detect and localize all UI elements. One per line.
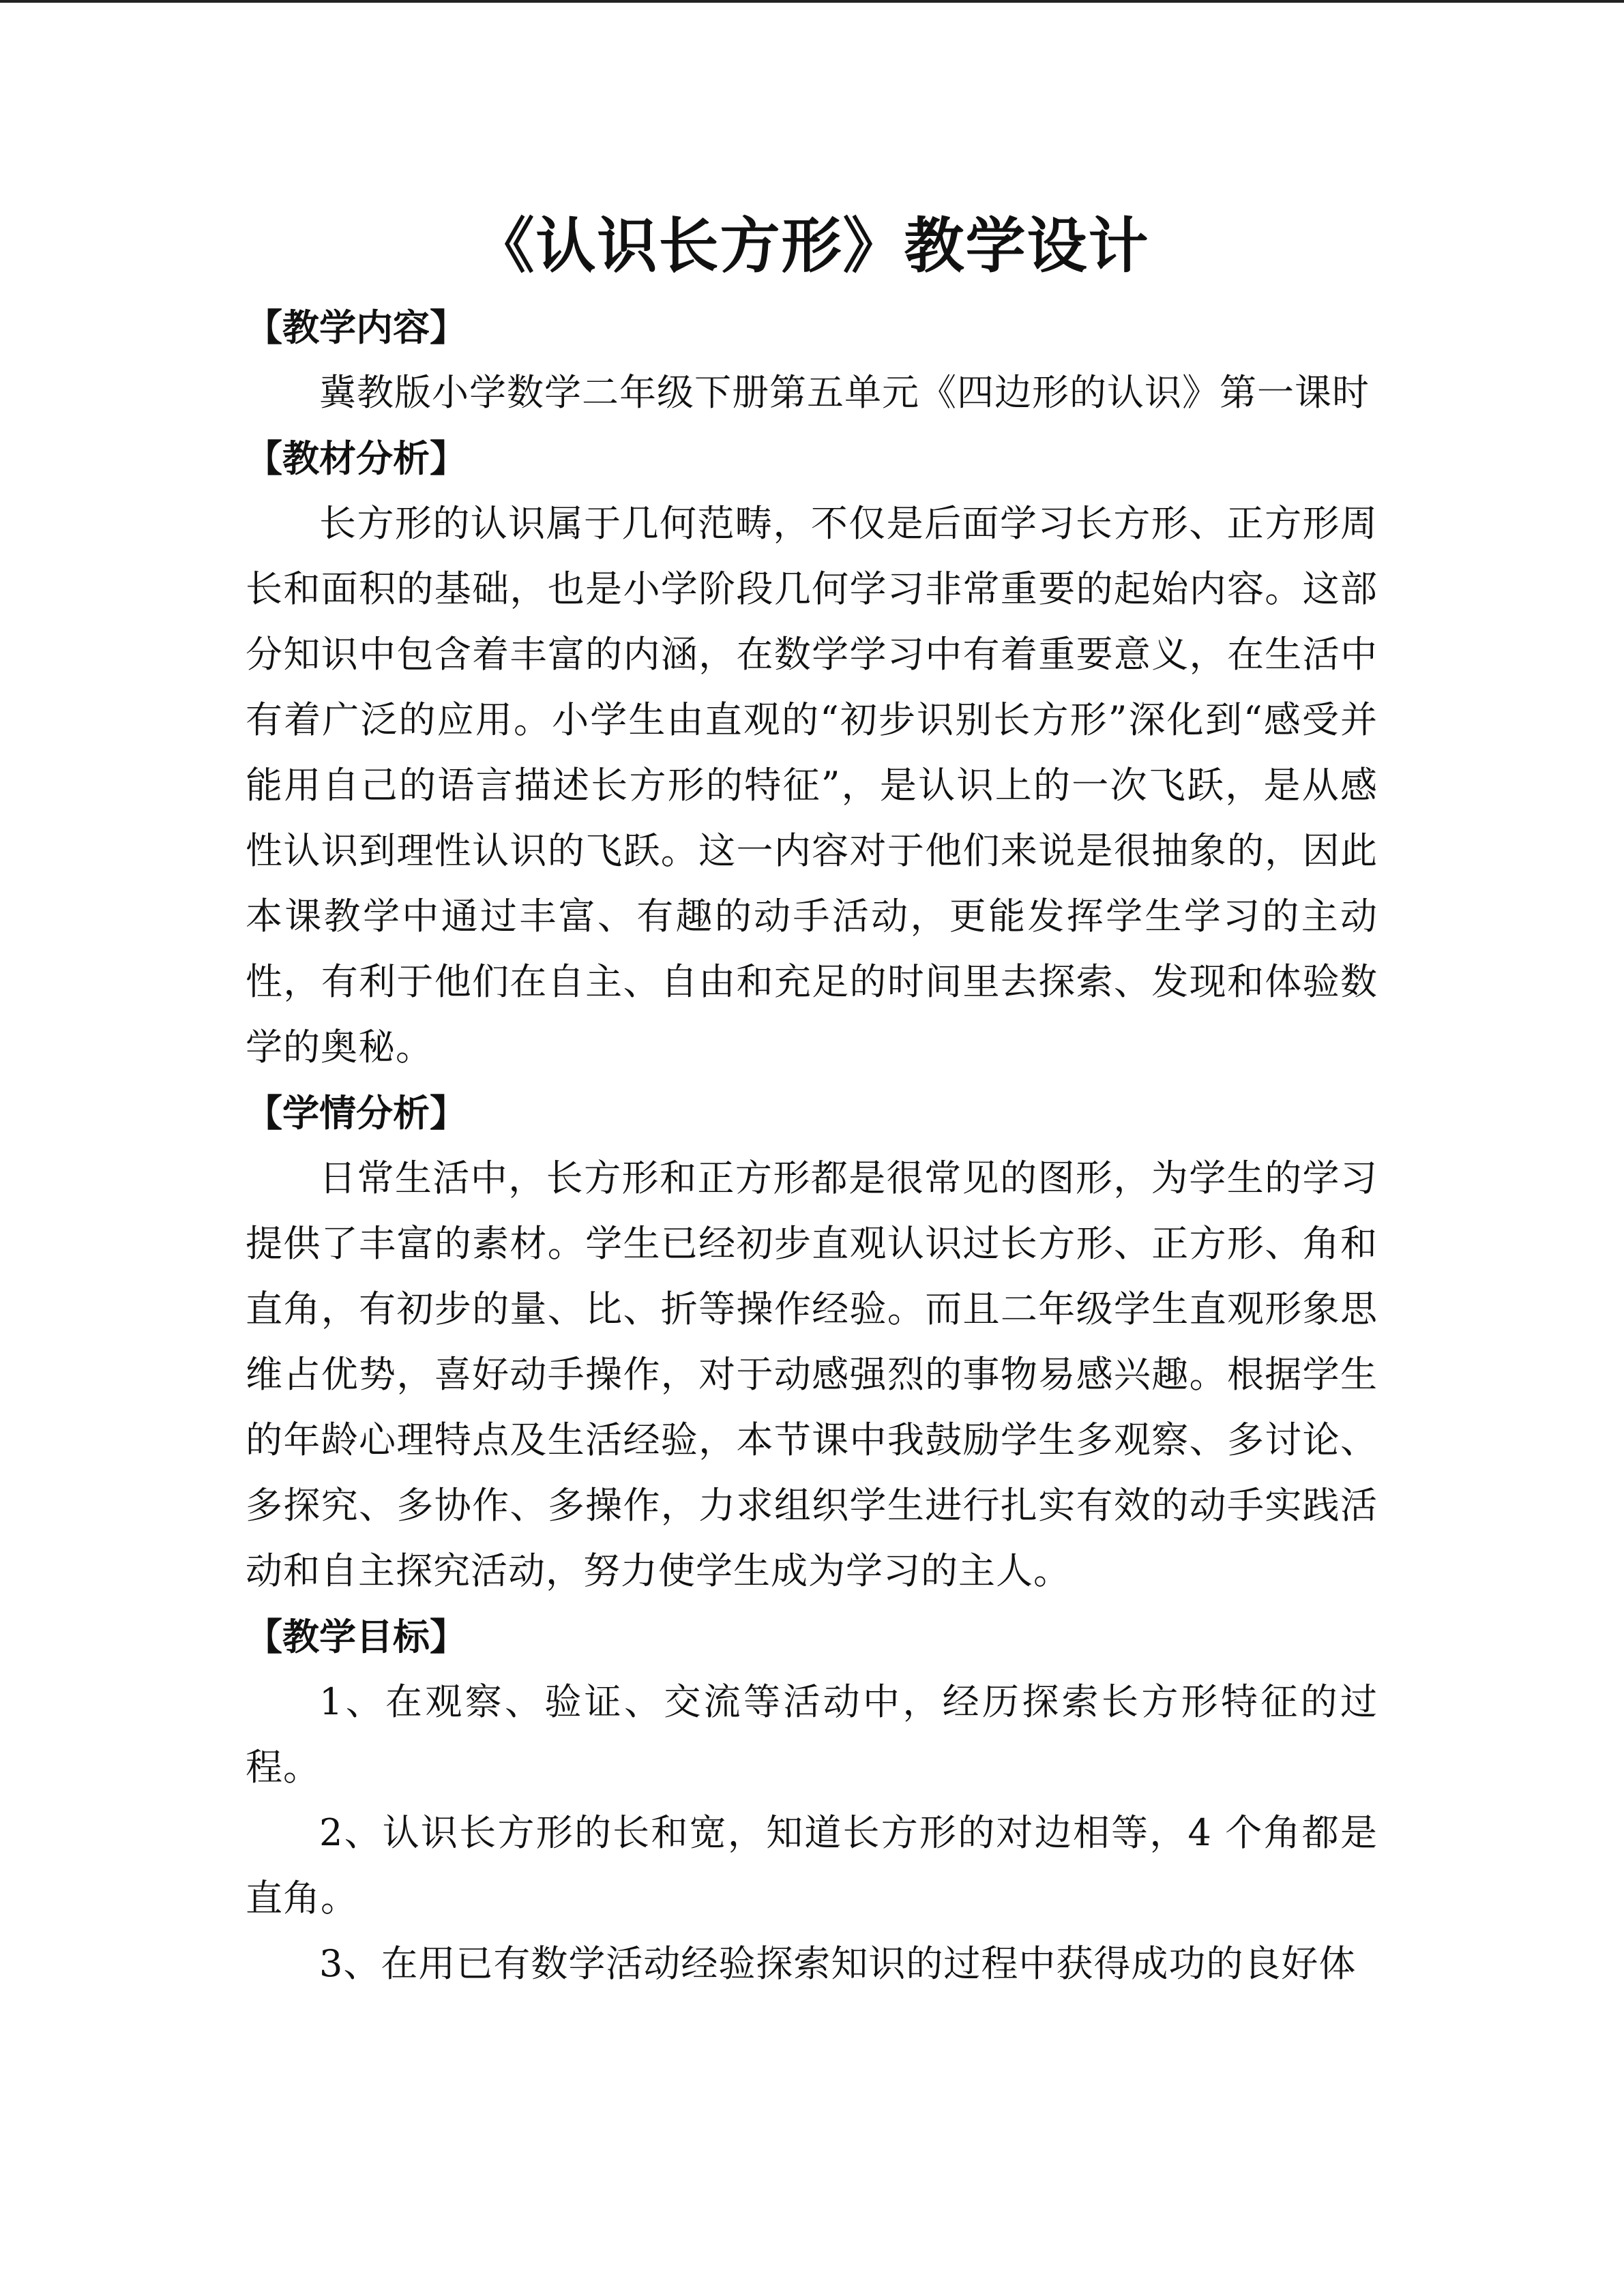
section-heading: 【教材分析】 — [246, 436, 467, 480]
goal-item-1: 1、在观察、验证、交流等活动中，经历探索长方形特征的过程。 — [246, 1680, 1378, 1789]
goal-item-3: 3、在用已有数学活动经验探索知识的过程中获得成功的良好体 — [319, 1942, 1357, 1985]
document-title: 《认识长方形》教学设计 — [474, 210, 1150, 281]
document-body — [246, 295, 1378, 1997]
goal-item-2: 2、认识长方形的长和宽，知道长方形的对边相等，4 个角都是直角。 — [246, 1811, 1378, 1920]
paragraph: 长方形的认识属于几何范畴，不仅是后面学习长方形、正方形周长和面积的基础，也是小学阶段几何学习非常重要的起始内容。这部分知识中包含着丰富的内涵，在数学学习中有着重要意义，在生活中有着广泛的应用。小学生由直观的“初步识别长方形”深化到“感受并能用自己的语言描述长方形的特征”，是认识上的一次飞跃，是从感性认识到理性认识的飞跃。这一内容对于他们来说是很抽象的，因此本课教学中通过丰富、有趣的动手活动，更能发挥学生学习的主动性，有利于他们在自主、自由和充足的时间里去探索、发现和体验数学的奥秘。 — [246, 502, 1378, 1069]
paragraph: 冀教版小学数学二年级下册第五单元《四边形的认识》第一课时 — [319, 371, 1370, 414]
section-teaching-content — [246, 295, 1378, 426]
section-student-analysis — [246, 1080, 1378, 1604]
section-heading: 【教学内容】 — [246, 305, 467, 349]
section-heading: 【教学目标】 — [246, 1615, 467, 1658]
paragraph: 日常生活中，长方形和正方形都是很常见的图形，为学生的学习提供了丰富的素材。学生已经初步直观认识过长方形、正方形、角和直角，有初步的量、比、折等操作经验。而且二年级学生直观形象思维占优势，喜好动手操作，对于动感强烈的事物易感兴趣。根据学生的年龄心理特点及生活经验，本节课中我鼓励学生多观察、多讨论、多探究、多协作、多操作，力求组织学生进行扎实有效的动手实践活动和自主探究活动，努力使学生成为学习的主人。 — [246, 1157, 1378, 1592]
section-material-analysis — [246, 426, 1378, 1080]
section-teaching-goals — [246, 1604, 1378, 1997]
section-heading: 【学情分析】 — [246, 1091, 467, 1135]
